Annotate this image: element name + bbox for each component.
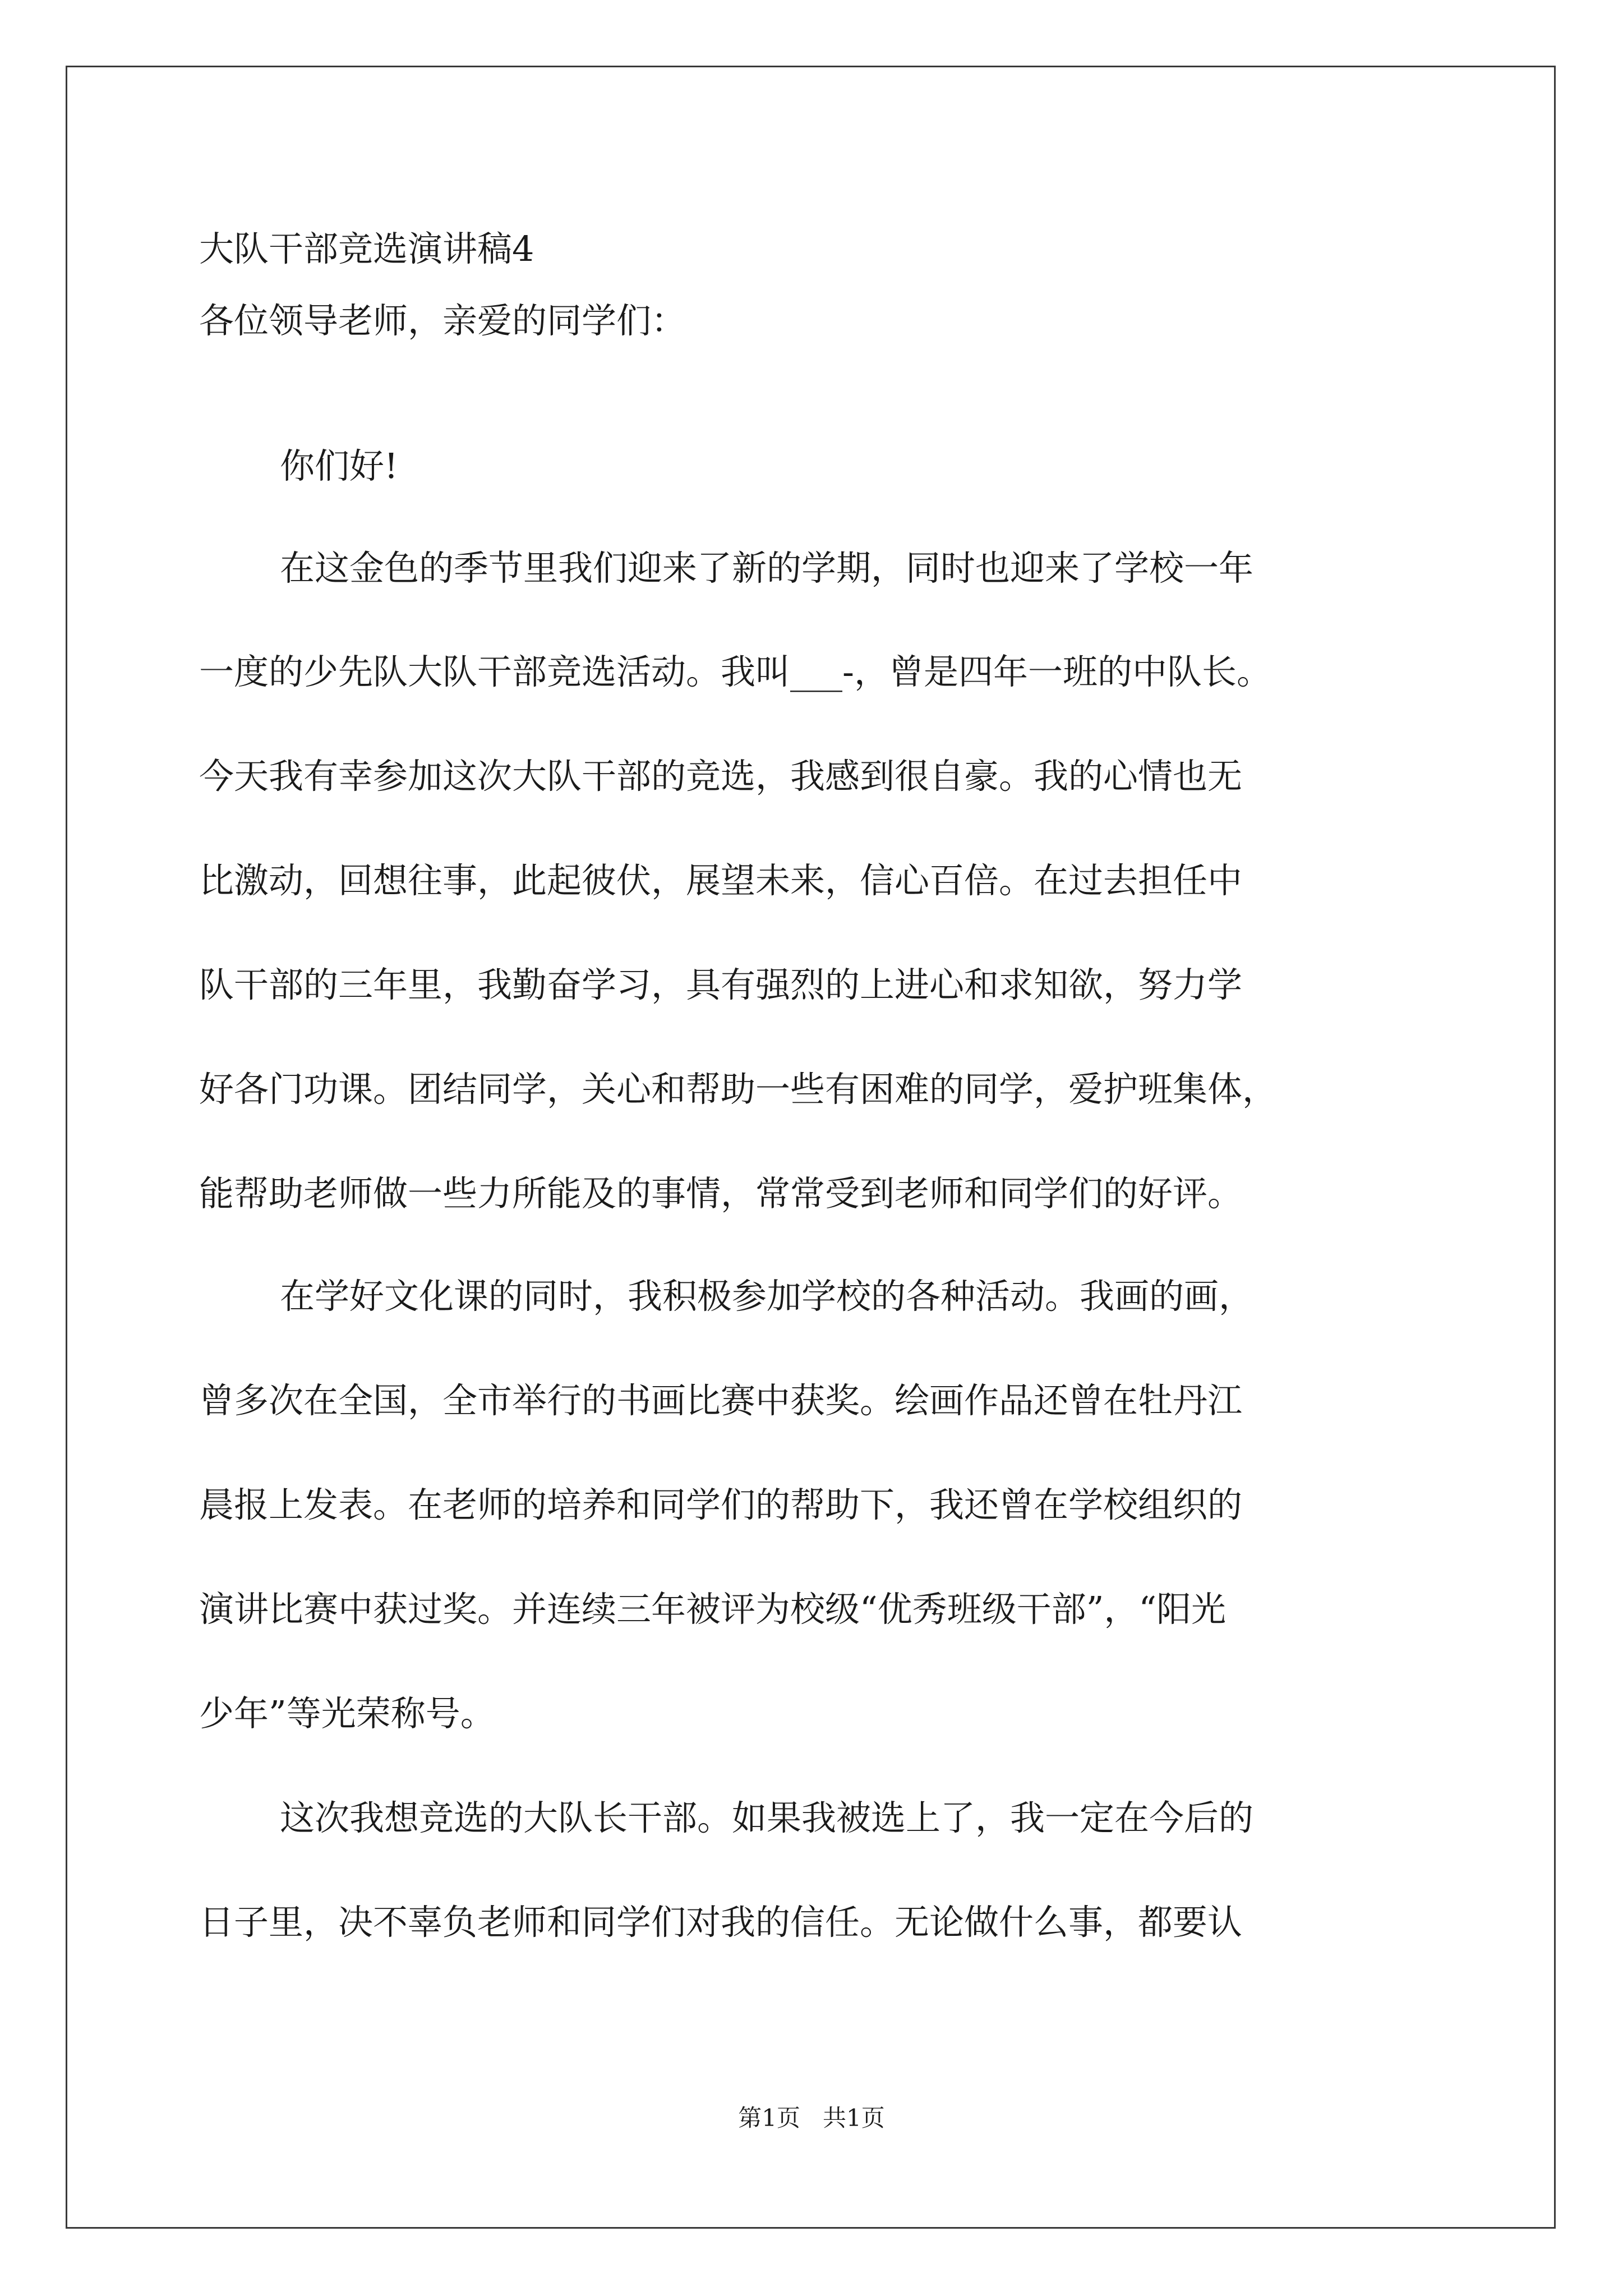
- paragraph-2-line-4: 演讲比赛中获过奖。并连续三年被评为校级“优秀班级干部”，“阳光: [199, 1589, 1227, 1630]
- greeting: 你们好!: [280, 445, 398, 486]
- paragraph-1-line-6: 好各门功课。团结同学，关心和帮助一些有困难的同学，爱护班集体，: [199, 1069, 1278, 1110]
- paragraph-1-line-1: 在这金色的季节里我们迎来了新的学期，同时也迎来了学校一年: [280, 547, 1254, 588]
- page-number: 第1页 共1页: [738, 2104, 885, 2132]
- paragraph-2-line-2: 曾多次在全国，全市举行的书画比赛中获奖。绘画作品还曾在牡丹江: [199, 1380, 1243, 1421]
- paragraph-2-line-1: 在学好文化课的同时，我积极参加学校的各种活动。我画的画，: [280, 1276, 1254, 1317]
- paragraph-1-line-2: 一度的少先队大队干部竞选活动。我叫___-，曾是四年一班的中队长。: [199, 651, 1271, 692]
- paragraph-2-line-5: 少年”等光荣称号。: [199, 1693, 495, 1734]
- paragraph-1-line-7: 能帮助老师做一些力所能及的事情，常常受到老师和同学们的好评。: [199, 1173, 1243, 1214]
- paragraph-1-line-4: 比激动，回想往事，此起彼伏，展望未来，信心百倍。在过去担任中: [199, 860, 1243, 901]
- paragraph-1-line-3: 今天我有幸参加这次大队干部的竞选，我感到很自豪。我的心情也无: [199, 756, 1243, 797]
- document-title: 大队干部竞选演讲稿4: [199, 228, 534, 269]
- salutation: 各位领导老师，亲爱的同学们：: [199, 300, 686, 341]
- paragraph-3-line-2: 日子里，决不辜负老师和同学们对我的信任。无论做什么事，都要认: [199, 1902, 1243, 1943]
- paragraph-3-line-1: 这次我想竞选的大队长干部。如果我被选上了，我一定在今后的: [280, 1797, 1254, 1838]
- paragraph-1-line-5: 队干部的三年里，我勤奋学习，具有强烈的上进心和求知欲，努力学: [199, 964, 1243, 1005]
- paragraph-2-line-3: 晨报上发表。在老师的培养和同学们的帮助下，我还曾在学校组织的: [199, 1484, 1243, 1525]
